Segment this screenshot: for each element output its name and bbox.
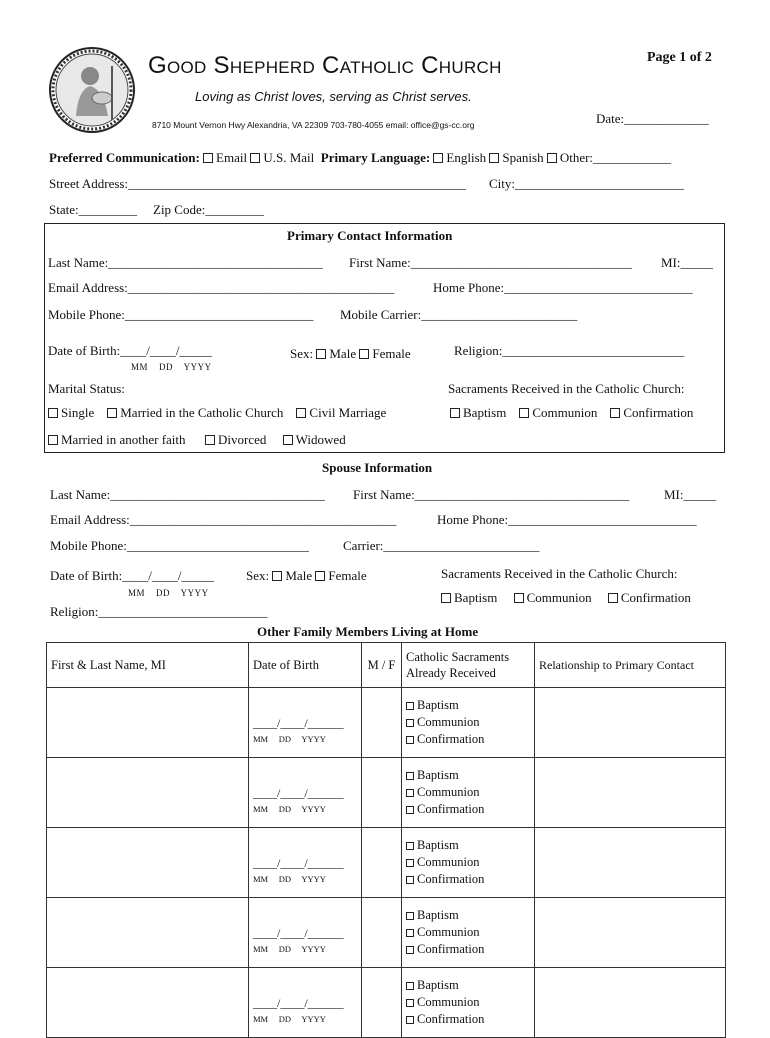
single-checkbox[interactable] [48, 408, 58, 418]
family-dob-format: MM DD YYYY [253, 873, 326, 884]
table-row [47, 688, 726, 758]
email-option: Email [216, 150, 248, 165]
family-name-cell[interactable] [47, 828, 249, 898]
family-dob-format: MM DD YYYY [253, 1013, 326, 1024]
spouse-sex-label: Sex: [246, 568, 270, 583]
family-confirmation-checkbox[interactable] [406, 806, 414, 814]
family-relationship-cell[interactable] [535, 968, 726, 1038]
primary-sex-row [290, 346, 411, 362]
family-communion-checkbox[interactable] [406, 859, 414, 867]
spouse-female: Female [328, 568, 367, 583]
spouse-mi[interactable]: MI:_____ [664, 487, 716, 502]
family-sacraments-cell [402, 968, 535, 1038]
date-field[interactable]: Date:_____________ [596, 111, 709, 126]
widowed-checkbox[interactable] [283, 435, 293, 445]
family-members-table [46, 642, 726, 1038]
family-communion: Communion [417, 925, 480, 939]
family-dob-format: MM DD YYYY [253, 943, 326, 954]
family-relationship-cell[interactable] [535, 828, 726, 898]
primary-email[interactable]: Email Address:_________________________________________ [48, 280, 395, 295]
primary-mi[interactable]: MI:_____ [661, 255, 713, 270]
table-row [47, 758, 726, 828]
state-field[interactable]: State:_________ [49, 202, 138, 217]
family-confirmation: Confirmation [417, 802, 485, 816]
primary-mobile-carrier[interactable]: Mobile Carrier:________________________ [340, 307, 578, 322]
spouse-confirmation-checkbox[interactable] [608, 593, 618, 603]
church-name: Good Shepherd Catholic Church [148, 52, 502, 79]
married-catholic-checkbox[interactable] [107, 408, 117, 418]
spouse-carrier[interactable]: Carrier:________________________ [343, 538, 540, 553]
primary-female-checkbox[interactable] [359, 349, 369, 359]
primary-last-name[interactable]: Last Name:_________________________________ [48, 255, 323, 270]
family-sacraments-cell [402, 688, 535, 758]
primary-sacraments-row [450, 405, 693, 421]
family-dob-field[interactable]: ____/____/______ [253, 925, 344, 940]
spanish-option: Spanish [502, 150, 544, 165]
spouse-baptism: Baptism [454, 590, 498, 605]
city-field[interactable]: City:__________________________ [489, 176, 685, 191]
family-baptism-checkbox[interactable] [406, 842, 414, 850]
spouse-confirmation: Confirmation [620, 590, 691, 605]
col-name-header: First & Last Name, MI [47, 643, 249, 688]
church-logo [48, 46, 136, 134]
page-number: Page 1 of 2 [647, 50, 712, 65]
spouse-title: Spouse Information [322, 460, 433, 475]
family-dob-field[interactable]: ____/____/______ [253, 715, 344, 730]
primary-communion-checkbox[interactable] [519, 408, 529, 418]
table-row [47, 898, 726, 968]
family-confirmation-checkbox[interactable] [406, 1016, 414, 1024]
family-dob-format: MM DD YYYY [253, 803, 326, 814]
family-baptism: Baptism [417, 698, 459, 712]
family-mf-cell[interactable] [362, 898, 402, 968]
spouse-sacraments-row [441, 590, 691, 606]
family-mf-cell[interactable] [362, 758, 402, 828]
marital-status-label: Marital Status: [48, 381, 125, 396]
family-communion: Communion [417, 855, 480, 869]
family-communion-checkbox[interactable] [406, 789, 414, 797]
family-confirmation: Confirmation [417, 872, 485, 886]
family-baptism: Baptism [417, 838, 459, 852]
family-dob-field[interactable]: ____/____/______ [253, 855, 344, 870]
pref-comm-label: Preferred Communication: [49, 150, 200, 165]
family-communion: Communion [417, 995, 480, 1009]
col-relationship-header: Relationship to Primary Contact [535, 643, 726, 688]
family-relationship-cell[interactable] [535, 758, 726, 828]
civil-marriage-checkbox[interactable] [296, 408, 306, 418]
family-name-cell[interactable] [47, 898, 249, 968]
spouse-baptism-checkbox[interactable] [441, 593, 451, 603]
spouse-sex-row [246, 568, 367, 584]
family-dob-field[interactable]: ____/____/______ [253, 785, 344, 800]
primary-male-checkbox[interactable] [316, 349, 326, 359]
married-catholic-option: Married in the Catholic Church [120, 405, 284, 420]
primary-religion[interactable]: Religion:____________________________ [454, 343, 685, 358]
family-relationship-cell[interactable] [535, 898, 726, 968]
family-baptism-checkbox[interactable] [406, 702, 414, 710]
spouse-dob[interactable]: Date of Birth:____/____/_____ [50, 568, 214, 583]
family-communion: Communion [417, 715, 480, 729]
marital-options-row1 [48, 405, 386, 421]
family-mf-cell[interactable] [362, 968, 402, 1038]
spouse-male-checkbox[interactable] [272, 571, 282, 581]
spouse-sacraments-label: Sacraments Received in the Catholic Church: [441, 566, 678, 581]
spouse-male: Male [285, 568, 313, 583]
primary-mobile-phone[interactable]: Mobile Phone:_____________________________ [48, 307, 314, 322]
primary-contact-title: Primary Contact Information [287, 228, 453, 243]
usmail-option: U.S. Mail [263, 150, 315, 165]
family-confirmation-checkbox[interactable] [406, 946, 414, 954]
single-option: Single [61, 405, 95, 420]
other-language-field[interactable]: Other:____________ [559, 150, 672, 165]
family-table-header [47, 643, 726, 688]
family-confirmation: Confirmation [417, 942, 485, 956]
family-dob-cell[interactable] [249, 898, 362, 968]
spouse-home-phone[interactable]: Home Phone:_____________________________ [437, 512, 697, 527]
family-baptism: Baptism [417, 908, 459, 922]
divorced-checkbox[interactable] [205, 435, 215, 445]
family-communion-checkbox[interactable] [406, 719, 414, 727]
family-confirmation-checkbox[interactable] [406, 876, 414, 884]
spouse-religion[interactable]: Religion:__________________________ [50, 604, 268, 619]
spouse-communion-checkbox[interactable] [514, 593, 524, 603]
married-other-option: Married in another faith [61, 432, 186, 447]
widowed-option: Widowed [295, 432, 346, 447]
family-confirmation: Confirmation [417, 732, 485, 746]
family-sacraments-cell [402, 898, 535, 968]
family-baptism-checkbox[interactable] [406, 982, 414, 990]
primary-home-phone[interactable]: Home Phone:_____________________________ [433, 280, 693, 295]
family-mf-cell[interactable] [362, 688, 402, 758]
civil-marriage-option: Civil Marriage [309, 405, 387, 420]
table-row [47, 968, 726, 1038]
english-option: English [446, 150, 487, 165]
primary-female: Female [372, 346, 411, 361]
primary-baptism-checkbox[interactable] [450, 408, 460, 418]
spouse-mobile-phone[interactable]: Mobile Phone:____________________________ [50, 538, 309, 553]
church-motto: Loving as Christ loves, serving as Christ serves. [195, 89, 472, 104]
primary-communion: Communion [532, 405, 598, 420]
spouse-last-name[interactable]: Last Name:_________________________________ [50, 487, 325, 502]
table-row [47, 828, 726, 898]
other-checkbox[interactable] [547, 153, 557, 163]
spouse-first-name[interactable]: First Name:_________________________________ [353, 487, 630, 502]
spouse-dob-format: MM DD YYYY [128, 588, 209, 598]
family-baptism-checkbox[interactable] [406, 912, 414, 920]
family-baptism-checkbox[interactable] [406, 772, 414, 780]
spouse-email[interactable]: Email Address:_________________________________________ [50, 512, 397, 527]
family-dob-cell[interactable] [249, 968, 362, 1038]
family-sacraments-cell [402, 758, 535, 828]
family-baptism: Baptism [417, 978, 459, 992]
family-dob-field[interactable]: ____/____/______ [253, 995, 344, 1010]
family-dob-cell[interactable] [249, 688, 362, 758]
marital-options-row2 [48, 432, 346, 448]
family-baptism: Baptism [417, 768, 459, 782]
family-sacraments-cell [402, 828, 535, 898]
family-name-cell[interactable] [47, 968, 249, 1038]
language-label: Primary Language: [320, 150, 431, 165]
primary-dob-format: MM DD YYYY [131, 362, 212, 372]
preferred-communication-row [49, 150, 671, 166]
family-communion-checkbox[interactable] [406, 929, 414, 937]
family-mf-cell[interactable] [362, 828, 402, 898]
col-sacraments-header: Catholic Sacraments Already Received [402, 643, 535, 688]
family-title: Other Family Members Living at Home [257, 624, 479, 639]
primary-baptism: Baptism [463, 405, 507, 420]
col-dob-header: Date of Birth [249, 643, 362, 688]
family-dob-format: MM DD YYYY [253, 733, 326, 744]
family-confirmation: Confirmation [417, 1012, 485, 1026]
family-name-cell[interactable] [47, 688, 249, 758]
primary-confirmation: Confirmation [623, 405, 694, 420]
family-relationship-cell[interactable] [535, 688, 726, 758]
family-name-cell[interactable] [47, 758, 249, 828]
married-other-checkbox[interactable] [48, 435, 58, 445]
divorced-option: Divorced [218, 432, 267, 447]
street-address-field[interactable]: Street Address:____________________________________________________ [49, 176, 467, 191]
family-dob-cell[interactable] [249, 828, 362, 898]
english-checkbox[interactable] [433, 153, 443, 163]
spouse-communion: Communion [526, 590, 592, 605]
primary-first-name[interactable]: First Name:__________________________________ [349, 255, 632, 270]
church-address: 8710 Mount Vernon Hwy Alexandria, VA 22309 703-780-4055 email: office@gs-cc.org [152, 120, 475, 130]
spouse-female-checkbox[interactable] [315, 571, 325, 581]
family-communion: Communion [417, 785, 480, 799]
primary-male: Male [329, 346, 357, 361]
usmail-checkbox[interactable] [250, 153, 260, 163]
spanish-checkbox[interactable] [489, 153, 499, 163]
family-dob-cell[interactable] [249, 758, 362, 828]
primary-dob[interactable]: Date of Birth:____/____/_____ [48, 343, 212, 358]
zip-field[interactable]: Zip Code:_________ [153, 202, 264, 217]
primary-sex-label: Sex: [290, 346, 314, 361]
primary-confirmation-checkbox[interactable] [610, 408, 620, 418]
email-checkbox[interactable] [203, 153, 213, 163]
family-communion-checkbox[interactable] [406, 999, 414, 1007]
col-mf-header: M / F [362, 643, 402, 688]
family-confirmation-checkbox[interactable] [406, 736, 414, 744]
primary-sacraments-label: Sacraments Received in the Catholic Church: [448, 381, 685, 396]
